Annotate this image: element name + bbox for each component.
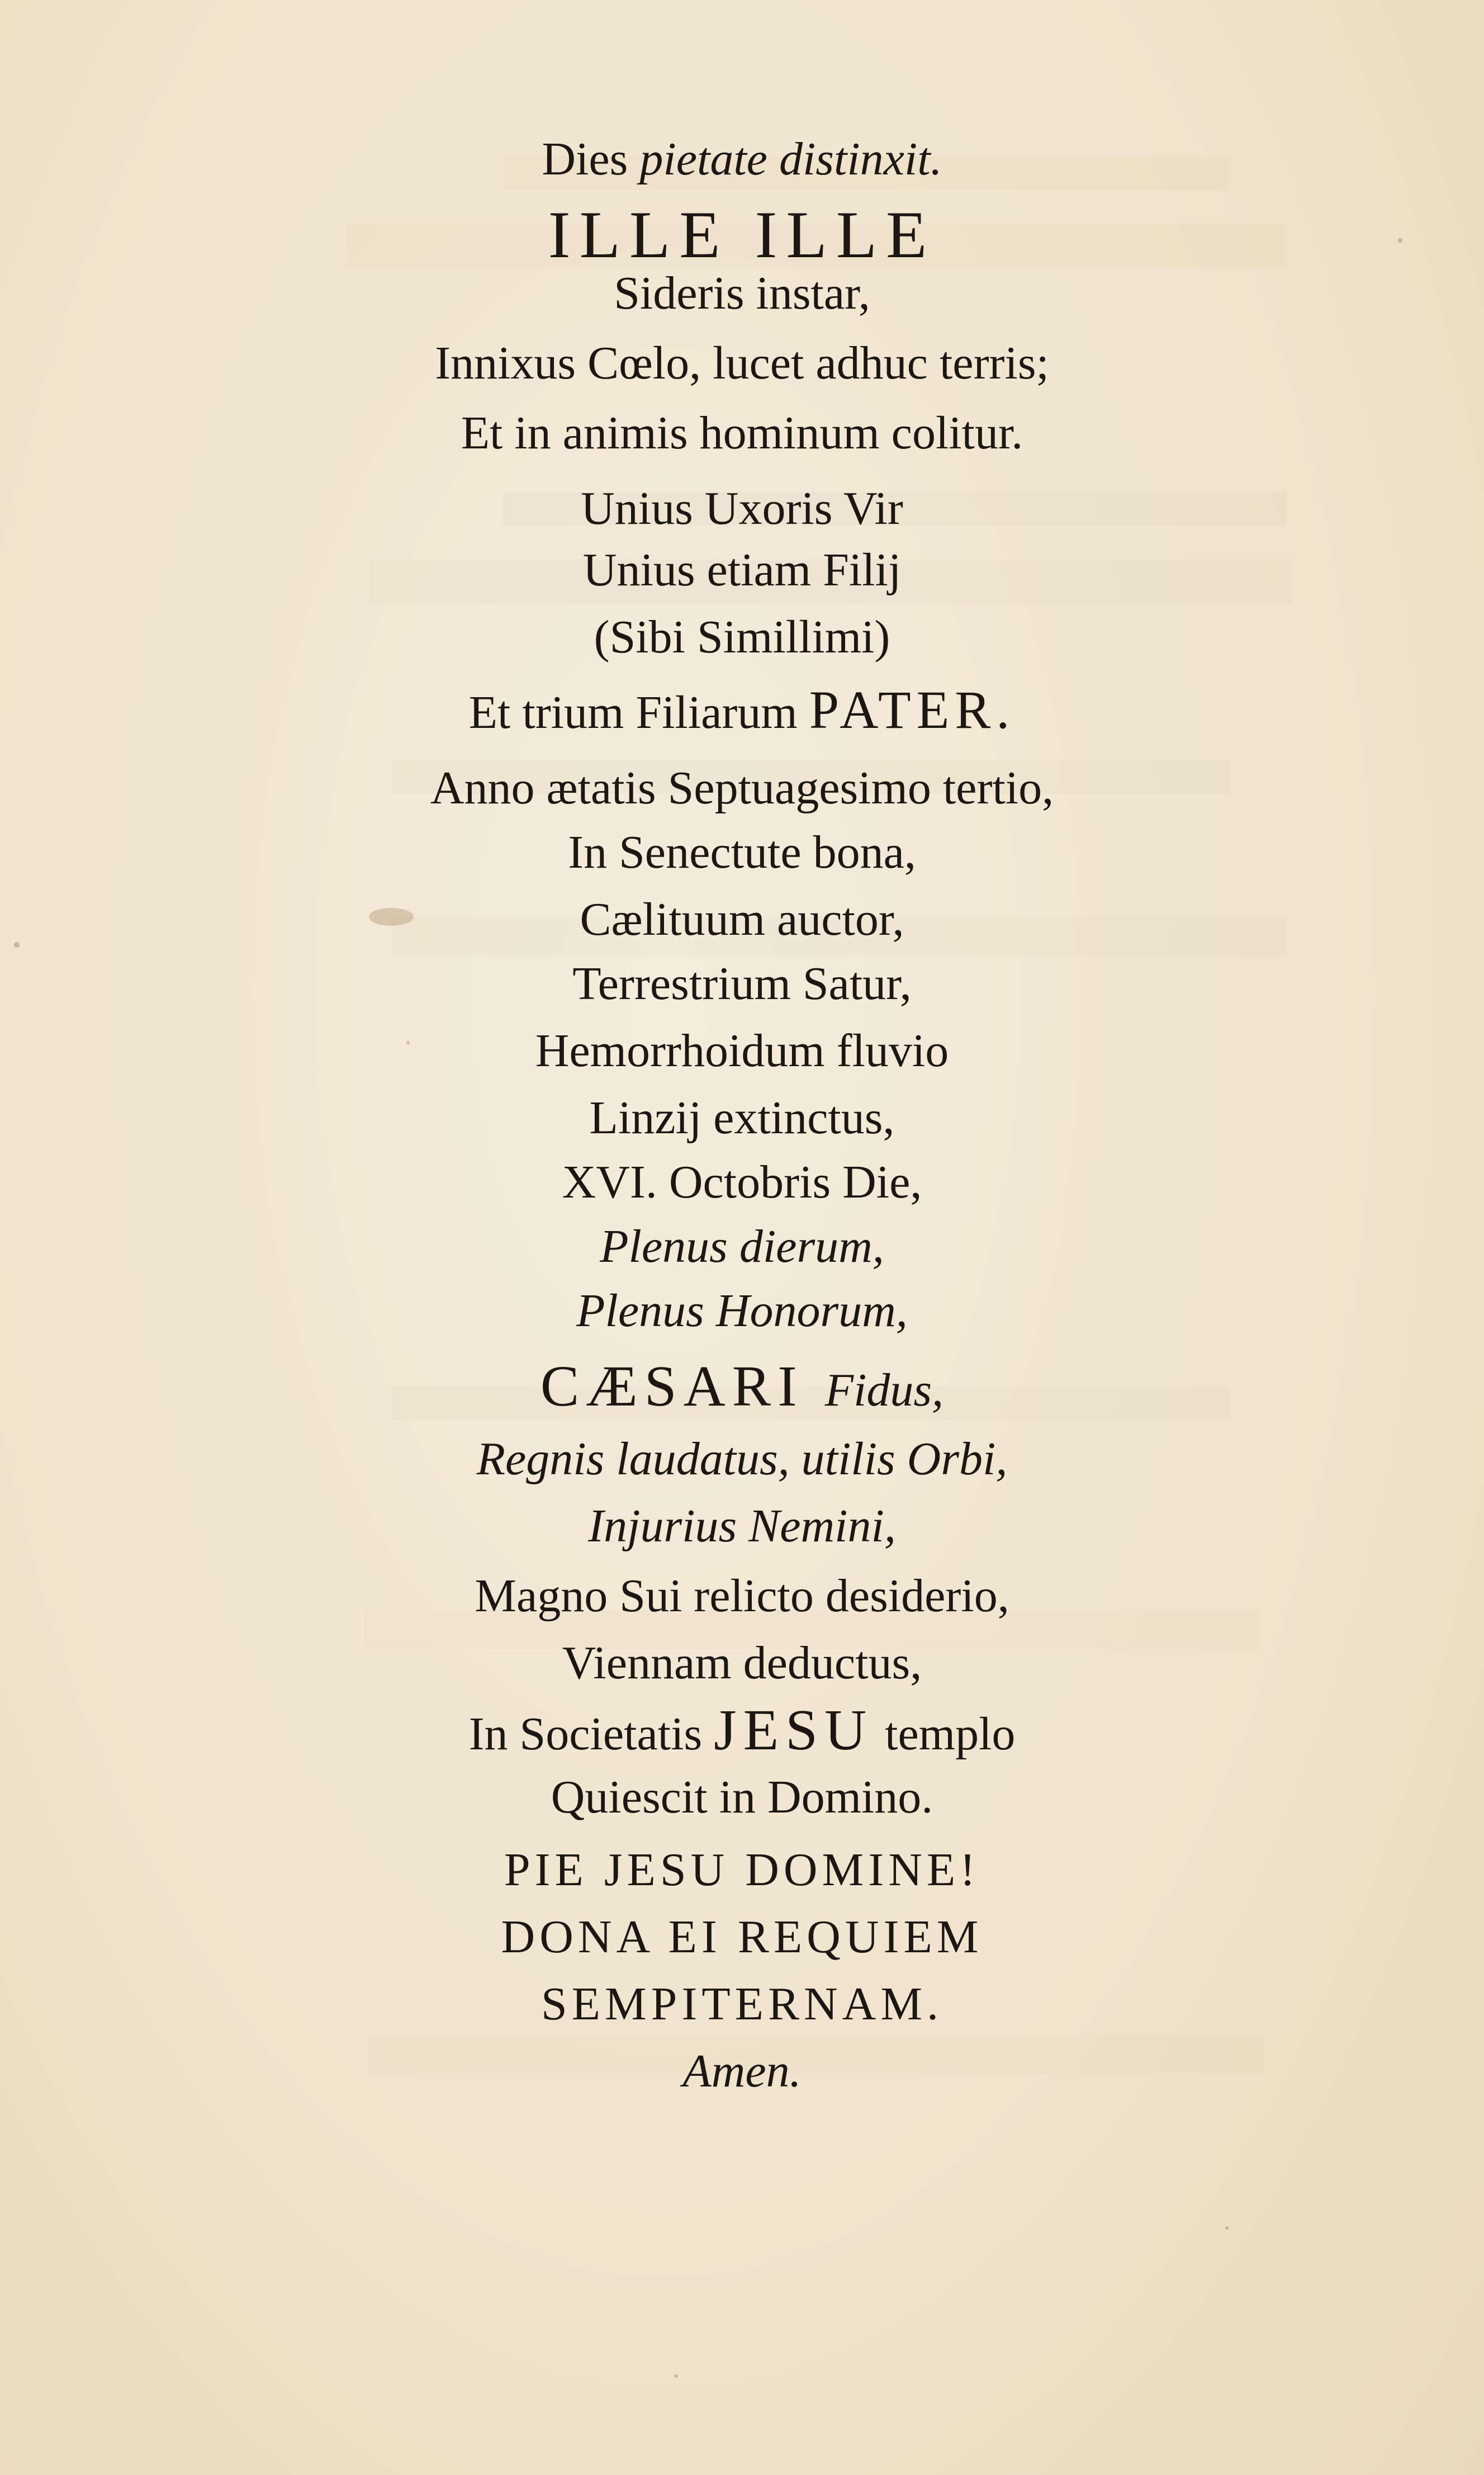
line-17-text: Plenus dierum, (600, 1220, 884, 1272)
line-25-text: Quiescit in Domino. (551, 1771, 933, 1823)
line-13 (0, 953, 1484, 1015)
line-26 (0, 1839, 1484, 1901)
line-21-text: Injurius Nemini, (588, 1500, 896, 1552)
line-14-text: Hemorrhoidum fluvio (535, 1025, 949, 1077)
line-22-text: Magno Sui relicto desiderio, (475, 1570, 1009, 1622)
line-11-text: In Senectute bona, (568, 826, 916, 878)
line-27-text: DONA EI REQUIEM (501, 1911, 983, 1963)
line-28-text: SEMPITERNAM. (541, 1978, 943, 2030)
line-5 (0, 403, 1484, 464)
line-23-text: Viennam deductus, (562, 1637, 922, 1689)
line-19-part-a: CÆSARI (540, 1354, 825, 1418)
line-12-text: Cælituum auctor, (580, 893, 904, 945)
line-10 (0, 758, 1484, 819)
line-23 (0, 1632, 1484, 1694)
line-2-heading (0, 198, 1484, 271)
line-21 (0, 1496, 1484, 1557)
line-10-text: Anno ætatis Septuagesimo tertio, (430, 762, 1054, 814)
line-8-text: (Sibi Simillimi) (594, 611, 890, 663)
line-15-text: Linzij extinctus, (589, 1092, 895, 1144)
line-1-part-b: pietate distinxit. (639, 133, 942, 185)
line-4 (0, 333, 1484, 394)
line-7 (0, 540, 1484, 601)
line-15 (0, 1087, 1484, 1149)
line-19-part-b: Fidus, (824, 1364, 944, 1416)
line-6-text: Unius Uxoris Vir (581, 482, 903, 534)
line-12 (0, 889, 1484, 950)
line-20-text: Regnis laudatus, utilis Orbi, (476, 1433, 1008, 1485)
line-8 (0, 607, 1484, 668)
line-22 (0, 1565, 1484, 1627)
line-24 (0, 1700, 1484, 1765)
line-28 (0, 1974, 1484, 2035)
line-29 (0, 2041, 1484, 2102)
line-7-text: Unius etiam Filij (582, 544, 902, 596)
line-19 (0, 1356, 1484, 1421)
line-13-text: Terrestrium Satur, (572, 958, 912, 1010)
line-16-text: XVI. Octobris Die, (562, 1156, 922, 1208)
line-3 (0, 263, 1484, 324)
line-9-part-a: Et trium Filiarum (468, 687, 809, 739)
line-1-part-a: Dies (542, 133, 640, 185)
line-25 (0, 1767, 1484, 1828)
line-24-part-c: templo (873, 1708, 1016, 1760)
line-24-part-a: In Societatis (468, 1708, 714, 1760)
line-3-text: Sideris instar, (614, 267, 870, 319)
line-18 (0, 1280, 1484, 1342)
line-18-text: Plenus Honorum, (576, 1285, 908, 1337)
line-1 (0, 129, 1484, 190)
line-4-text: Innixus Cœlo, lucet adhuc terris; (435, 337, 1049, 389)
line-5-text: Et in animis hominum colitur. (461, 407, 1023, 459)
line-6 (0, 478, 1484, 540)
line-16 (0, 1152, 1484, 1213)
line-14 (0, 1020, 1484, 1082)
line-11 (0, 822, 1484, 883)
line-27 (0, 1906, 1484, 1968)
line-29-text: Amen. (682, 2045, 802, 2097)
line-9-part-b: PATER. (809, 680, 1016, 740)
line-20 (0, 1428, 1484, 1490)
line-17 (0, 1216, 1484, 1277)
line-24-part-b: JESU (714, 1698, 874, 1762)
line-9 (0, 679, 1484, 744)
line-26-text: PIE JESU DOMINE! (504, 1844, 980, 1896)
line-2-text: ILLE ILLE (548, 197, 936, 272)
